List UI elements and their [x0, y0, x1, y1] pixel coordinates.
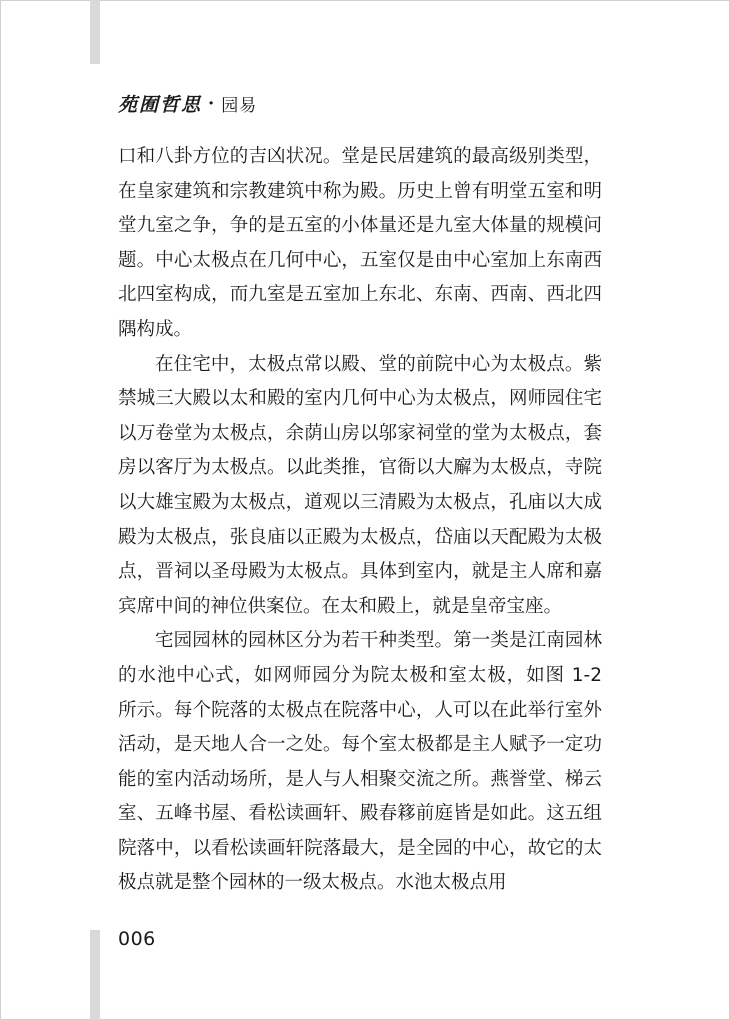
book-title: 苑囿哲思	[118, 93, 203, 116]
paragraph-1: 口和八卦方位的吉凶状况。堂是民居建筑的最高级别类型，在皇家建筑和宗教建筑中称为殿。历史上曾有明堂五室和明堂九室之争，争的是五室的小体量还是九室大体量的规模问题。中心太极点在几何中心，五室仅是由中心室加上东南西北四室构成，而九室是五室加上东北、东南、西南、西北四隅构成。	[118, 146, 602, 340]
paragraph-3: 宅园园林的园林区分为若干种类型。第一类是江南园林的水池中心式，如网师园分为院太极和室太极，如图 1-2 所示。每个院落的太极点在院落中心，人可以在此举行室外活动，是天地人合一之处。每个室太极都是主人赋予一定功能的室内活动场所，是人与人相聚交流之所。燕誉堂、梯云室、五峰书屋、看松读画轩、殿春簃前庭皆是如此。这五组院落中，以看松读画轩院落最大，是全园的中心，故它的太极点就是整个园林的一级太极点。水池太极点用	[118, 630, 602, 894]
paragraph-2: 在住宅中，太极点常以殿、堂的前院中心为太极点。紫禁城三大殿以太和殿的室内几何中心为太极点，网师园住宅以万卷堂为太极点，余荫山房以邬家祠堂的堂为太极点，套房以客厅为太极点。以此类推，官衙以大廨为太极点，寺院以大雄宝殿为太极点，道观以三清殿为太极点，孔庙以大成殿为太极点，张良庙以正殿为太极点，岱庙以天配殿为太极点，晋祠以圣母殿为太极点。具体到室内，就是主人席和嘉宾席中间的神位供案位。在太和殿上，就是皇帝宝座。	[118, 353, 602, 617]
page-number: 006	[118, 928, 156, 950]
running-header	[118, 90, 257, 116]
author-name: 园易	[221, 95, 258, 116]
margin-bar-bottom	[90, 930, 100, 1020]
body-text	[118, 140, 602, 901]
margin-bar-top	[90, 0, 100, 64]
header-separator: ·	[208, 92, 216, 114]
